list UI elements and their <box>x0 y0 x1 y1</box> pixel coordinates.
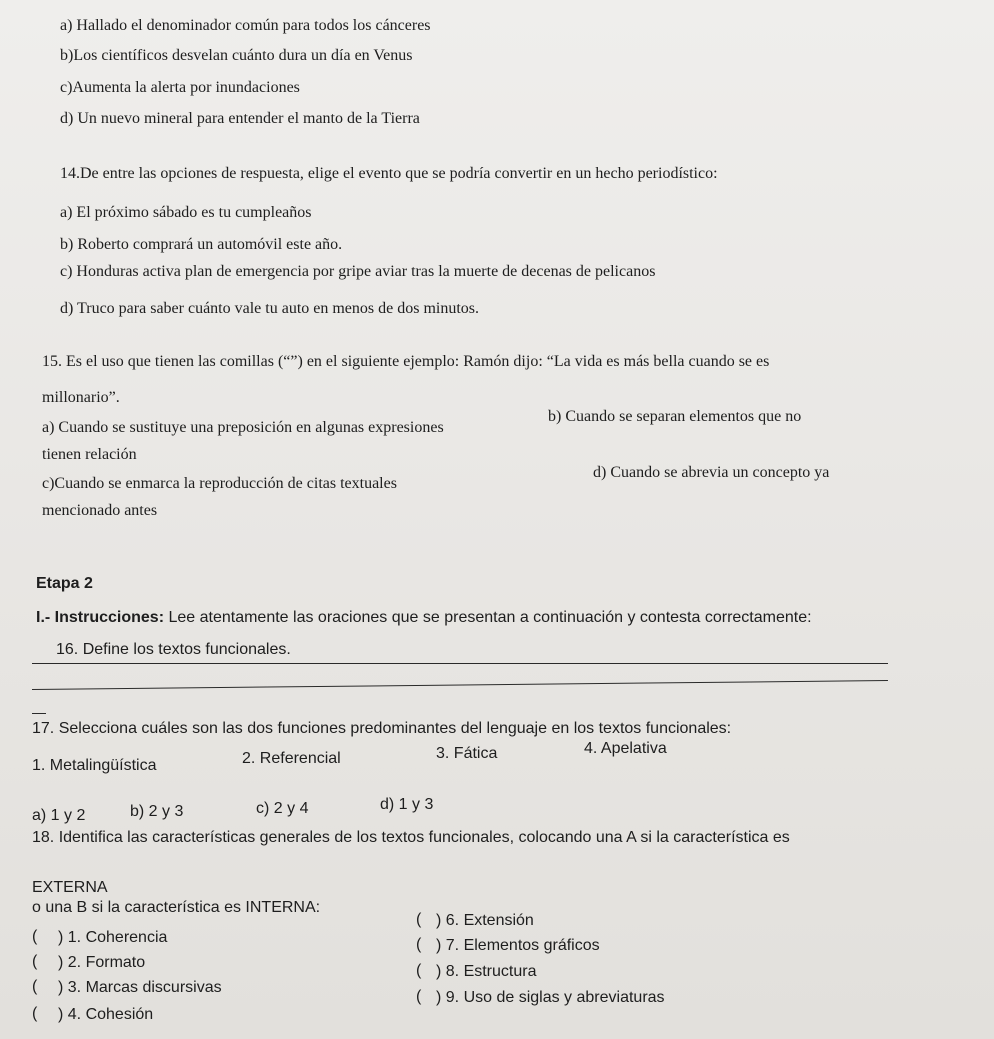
q14-option-d: d) Truco para saber cuánto vale tu auto en menos de dos minutos. <box>60 300 480 317</box>
q18-item-4-answer-box[interactable]: ( <box>32 1005 38 1022</box>
instructions-label: I.- Instrucciones: <box>36 609 165 626</box>
q17-answer-c: c) 2 y 4 <box>256 800 309 817</box>
q18-item-4: ) 4. Cohesión <box>58 1006 154 1023</box>
q18-item-9-answer-box[interactable]: ( <box>416 988 422 1005</box>
q18-prompt-line1: 18. Identifica las características generales de los textos funcionales, colocando una A si la característica es <box>32 829 790 846</box>
q17-function-2: 2. Referencial <box>242 750 341 767</box>
q15-option-d-line2: mencionado antes <box>42 502 158 519</box>
q17-function-4: 4. Apelativa <box>584 740 667 757</box>
q18-item-2: ) 2. Formato <box>58 954 146 971</box>
q18-item-6-answer-box[interactable]: ( <box>416 911 422 928</box>
q18-item-3-answer-box[interactable]: ( <box>32 978 38 995</box>
q17-function-3: 3. Fática <box>436 745 498 762</box>
stage-title: Etapa 2 <box>36 575 93 592</box>
q18-item-2-answer-box[interactable]: ( <box>32 953 38 970</box>
q15-option-b-line2: tienen relación <box>42 446 137 463</box>
q18-item-7: ) 7. Elementos gráficos <box>436 937 600 954</box>
q18-item-9: ) 9. Uso de siglas y abreviaturas <box>436 989 665 1006</box>
q15-option-d-line1: d) Cuando se abrevia un concepto ya <box>593 464 830 481</box>
q13-option-b: b)Los científicos desvelan cuánto dura un día en Venus <box>60 47 413 64</box>
q15-prompt-line1: 15. Es el uso que tienen las comillas (“”) en el siguiente ejemplo: Ramón dijo: “La vida es más bella cuando se es <box>42 353 770 370</box>
q16-answer-line-1[interactable] <box>32 663 888 664</box>
q13-option-d: d) Un nuevo mineral para entender el manto de la Tierra <box>60 110 420 127</box>
q18-item-1: ) 1. Coherencia <box>58 929 168 946</box>
q14-option-c: c) Honduras activa plan de emergencia por gripe aviar tras la muerte de decenas de pelicanos <box>60 263 656 280</box>
q18-prompt-line3: o una B si la característica es INTERNA: <box>32 899 321 916</box>
q18-item-3: ) 3. Marcas discursivas <box>58 979 222 996</box>
q15-option-c: c)Cuando se enmarca la reproducción de citas textuales <box>42 475 397 492</box>
q14-option-a: a) El próximo sábado es tu cumpleaños <box>60 204 312 221</box>
q18-item-1-answer-box[interactable]: ( <box>32 928 38 945</box>
q18-prompt-line2: EXTERNA <box>32 879 108 896</box>
q14-option-b: b) Roberto comprará un automóvil este año. <box>60 236 343 253</box>
q13-option-a: a) Hallado el denominador común para todos los cánceres <box>60 17 431 34</box>
q17-answer-a: a) 1 y 2 <box>32 807 86 824</box>
q16-answer-line-2[interactable] <box>32 680 888 690</box>
q18-item-7-answer-box[interactable]: ( <box>416 936 422 953</box>
q17-answer-d: d) 1 y 3 <box>380 796 434 813</box>
q15-prompt-line2: millonario”. <box>42 389 120 406</box>
q17-function-1: 1. Metalingüística <box>32 757 157 774</box>
q17-answer-b: b) 2 y 3 <box>130 803 184 820</box>
q17-prompt: 17. Selecciona cuáles son las dos funciones predominantes del lenguaje en los textos funcionales: <box>32 720 732 737</box>
q18-item-6: ) 6. Extensión <box>436 912 534 929</box>
q18-item-8-answer-box[interactable]: ( <box>416 962 422 979</box>
q16-answer-line-3[interactable] <box>32 713 46 714</box>
q15-option-b-line1: b) Cuando se separan elementos que no <box>548 408 802 425</box>
q13-option-c: c)Aumenta la alerta por inundaciones <box>60 79 300 96</box>
q15-option-a: a) Cuando se sustituye una preposición en algunas expresiones <box>42 419 444 436</box>
q16-prompt: 16. Define los textos funcionales. <box>56 641 291 658</box>
q14-prompt: 14.De entre las opciones de respuesta, elige el evento que se podría convertir en un hecho periodístico: <box>60 165 718 182</box>
instructions-text: Lee atentamente las oraciones que se presentan a continuación y contesta correctamente: <box>164 609 812 626</box>
stage-instructions <box>36 608 812 627</box>
q18-item-8: ) 8. Estructura <box>436 963 537 980</box>
